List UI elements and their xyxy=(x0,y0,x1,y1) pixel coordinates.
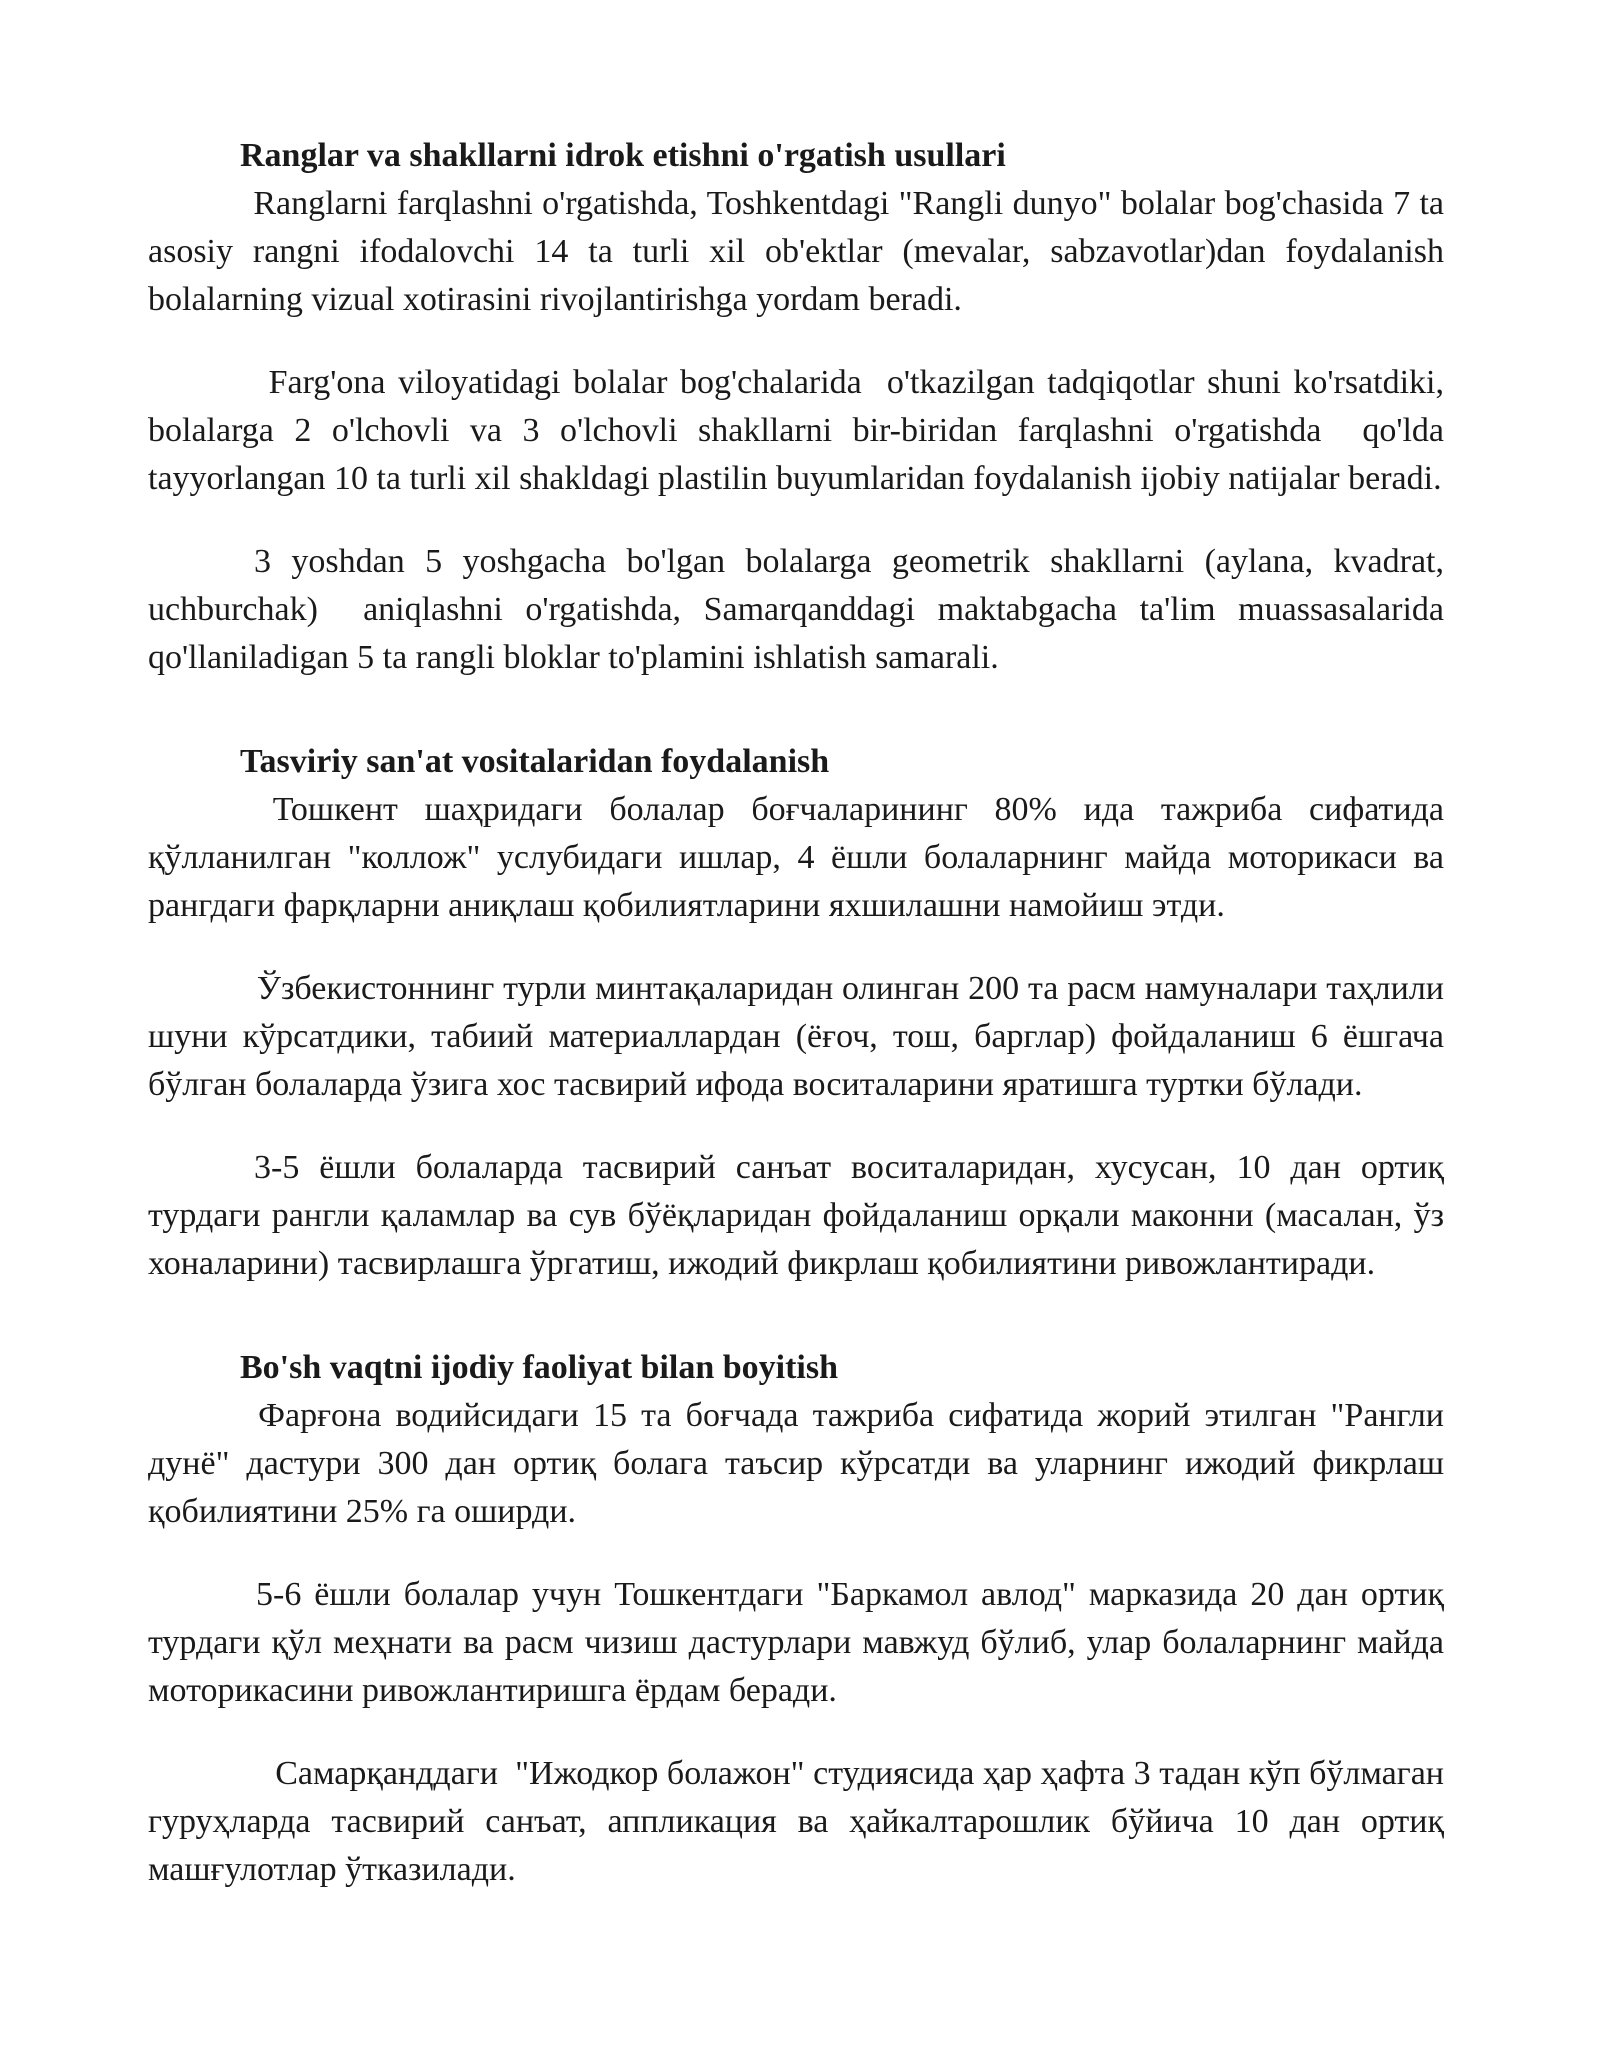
paragraph: Ranglarni farqlashni o'rgatishda, Toshkentdagi "Rangli dunyo" bolalar bog'chasida 7 ta asosiy rangni ifodalovchi 14 ta turli xil ob'ektlar (mevalar, sabzavotlar)dan foydalanish bolalarning vizual xotirasini rivojlantirishga yordam beradi. xyxy=(148,185,1444,318)
paragraph: Ўзбекистоннинг турли минтақаларидан олинган 200 та расм намуналари таҳлили шуни кўрсатдики, табиий материаллардан (ёғоч, тош, барглар) фойдаланиш 6 ёшгача бўлган болаларда ўзига хос тасвирий ифода воситаларини яратишга туртки бўлади. xyxy=(148,970,1444,1103)
section-heading: Bo'sh vaqtni ijodiy faoliyat bilan boyitish xyxy=(240,1349,838,1386)
paragraph: Самарқанддаги "Ижодкор болажон" студиясида ҳар ҳафта 3 тадан кўп бўлмаган гуруҳларда тасвирий санъат, аппликация ва ҳайкалтарошлик бўйича 10 дан ортиқ машғулотлар ўтказилади. xyxy=(148,1755,1444,1888)
section-heading: Tasviriy san'at vositalaridan foydalanish xyxy=(240,743,830,780)
paragraph: 3 yoshdan 5 yoshgacha bo'lgan bolalarga geometrik shakllarni (aylana, kvadrat, uchburchak) aniqlashni o'rgatishda, Samarqanddagi maktabgacha ta'lim muassasalarida qo'llaniladigan 5 ta rangli bloklar to'plamini ishlatish samarali. xyxy=(148,543,1444,676)
section-heading: Ranglar va shakllarni idrok etishni o'rgatish usullari xyxy=(240,137,1006,174)
paragraph: 5-6 ёшли болалар учун Тошкентдаги "Баркамол авлод" марказида 20 дан ортиқ турдаги қўл меҳнати ва расм чизиш дастурлари мавжуд бўлиб, улар болаларнинг майда моторикасини ривожлантиришга ёрдам беради. xyxy=(148,1576,1444,1709)
paragraph: 3-5 ёшли болаларда тасвирий санъат воситаларидан, хусусан, 10 дан ортиқ турдаги рангли қаламлар ва сув бўёқларидан фойдаланиш орқали маконни (масалан, ўз хоналарини) тасвирлашга ўргатиш, ижодий фикрлаш қобилиятини ривожлантиради. xyxy=(148,1149,1444,1282)
paragraph: Тошкент шаҳридаги болалар боғчаларининг 80% ида тажриба сифатида қўлланилган "коллож" услубидаги ишлар, 4 ёшли болаларнинг майда моторикаси ва рангдаги фарқларни аниқлаш қобилиятларини яхшилашни намойиш этди. xyxy=(148,791,1444,924)
section-colors-shapes xyxy=(148,132,1444,682)
document-page xyxy=(148,132,1444,1894)
paragraph: Farg'ona viloyatidagi bolalar bog'chalarida o'tkazilgan tadqiqotlar shuni ko'rsatdiki, bolalarga 2 o'lchovli va 3 o'lchovli shakllarni bir-biridan farqlashni o'rgatishda qo'lda tayyorlangan 10 ta turli xil shakldagi plastilin buyumlaridan foydalanish ijobiy natijalar beradi. xyxy=(148,364,1444,497)
section-leisure-creativity xyxy=(148,1344,1444,1894)
section-fine-art-tools xyxy=(148,738,1444,1288)
paragraph: Фарғона водийсидаги 15 та боғчада тажриба сифатида жорий этилган "Рангли дунё" дастури 300 дан ортиқ болага таъсир кўрсатди ва уларнинг ижодий фикрлаш қобилиятини 25% га оширди. xyxy=(148,1397,1444,1530)
